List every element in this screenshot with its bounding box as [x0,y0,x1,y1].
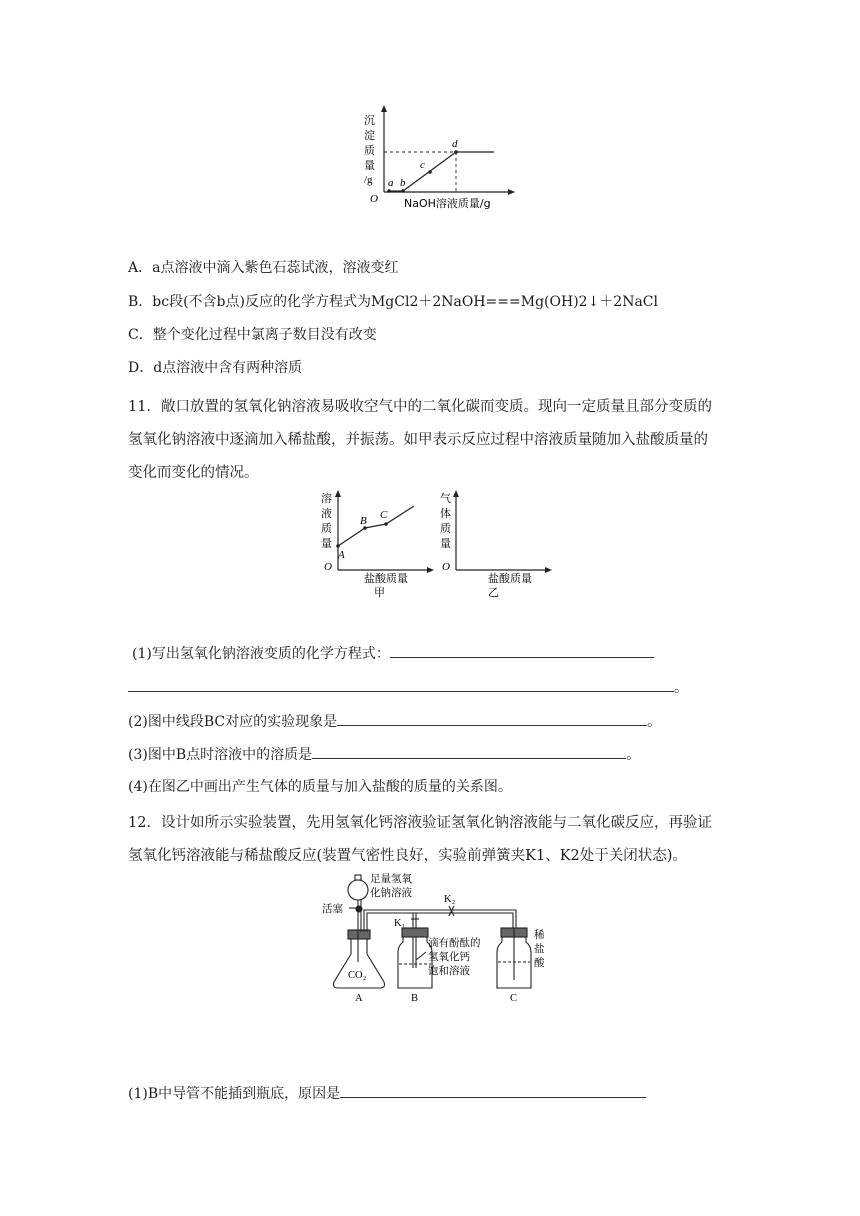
q11-line-2: 氢氧化钠溶液中逐滴加入稀盐酸，并振荡。如甲表示反应过程中溶液质量随加入盐酸质量的 [128,432,708,448]
leader-b [416,952,426,960]
y-label-2: 体 [440,507,451,520]
y-label-3: 质 [364,144,375,157]
y-label-2: 淀 [364,129,375,142]
label-C: C [380,509,388,521]
point-C [384,522,388,526]
q11-line-1: 11．敞口放置的氢氧化钠溶液易吸收空气中的二氧化碳而变质。现向一定质量且部分变质的 [128,399,712,415]
option-b: B．bc段(不含b点)反应的化学方程式为MgCl2＋2NaOH===Mg(OH)2↓＋2NaCl [128,294,658,310]
b-label-2: 氢氧化钙 [428,951,470,963]
funnel-bulb [348,880,368,900]
q11-sub1-text: (1)写出氢氧化钠溶液变质的化学方程式： [132,646,390,662]
answer-blank-1a[interactable] [390,643,654,658]
vessel-b-label: B [411,993,419,1004]
k2-label: K₂ [444,894,456,905]
x-label: 盐酸质量 [488,572,532,585]
c-label-2: 盐 [534,943,545,955]
y-label-4: 量 [364,159,375,172]
x-label: NaOH溶液质量/g [404,197,491,210]
option-a: A．a点溶液中滴入紫色石蕊试液，溶液变红 [128,260,399,276]
origin-label: O [442,561,450,573]
y-axis-arrow [335,490,341,497]
funnel-cap [355,875,361,880]
q11-sub2 [128,711,661,732]
label-A: A [338,549,345,561]
vessel-c-label: C [510,993,518,1004]
tube-a-top-inner [367,913,513,932]
apparatus-diagram [318,872,558,1004]
q11-sub2-text: (2)图中线段BC对应的实验现象是 [128,714,338,730]
answer-blank-3[interactable] [312,744,626,759]
point-a [387,189,391,193]
point-c [428,170,432,174]
figure-yi [436,484,556,600]
caption: 甲 [374,586,385,599]
q12-sub1-text: (1)B中导管不能插到瓶底，原因是 [128,1086,341,1102]
q11-sub3 [128,744,640,765]
figure-jia [318,484,438,600]
y-axis-arrow [381,105,387,112]
label-c: c [420,159,425,171]
label-B: B [360,515,367,527]
bottle-b [398,936,432,988]
answer-blank-q12-1[interactable] [340,1083,646,1098]
y-axis-arrow [453,490,459,497]
q11-sub2-end: 。 [647,714,662,730]
label-d: d [452,138,458,150]
q11-sub3-text: (3)图中B点时溶液中的溶质是 [128,747,313,763]
answer-blank-1b[interactable] [128,677,674,692]
q12-sub1 [128,1083,646,1104]
point-d [454,150,458,154]
y-label-4: 量 [440,537,451,550]
y-label-3: 质 [321,522,332,535]
q11-sub1-cont [128,677,688,698]
b-label-3: 饱和溶液 [428,965,470,977]
precipitate-graph [360,102,520,214]
k1-label: K₁ [394,918,406,929]
funnel-label-1: 足量氢氧 [370,873,412,885]
y-label-1: 气 [440,492,451,505]
x-axis-arrow [427,567,434,573]
x-axis-arrow [545,567,552,573]
point-A [336,544,340,548]
option-d: D．d点溶液中含有两种溶质 [128,360,303,376]
q11-sub4: (4)在图乙中画出产生气体的质量与加入盐酸的质量的关系图。 [128,779,512,795]
q11-sub1-end: 。 [674,680,688,696]
option-c: C．整个变化过程中氯离子数目没有改变 [128,327,377,343]
flask-content-label: CO₂ [348,970,367,981]
point-b [401,189,405,193]
q11-line-3: 变化而变化的情况。 [128,465,259,481]
x-label: 盐酸质量 [364,572,408,585]
caption: 乙 [488,586,499,599]
answer-blank-2[interactable] [337,711,647,726]
b-label-1: 滴有酚酞的 [428,937,481,949]
funnel-label-2: 化钠溶液 [370,887,412,899]
valve [356,906,362,912]
q12-line-2: 氢氧化钙溶液能与稀盐酸反应(装置气密性良好，实验前弹簧夹K1、K2处于关闭状态)。 [128,848,687,864]
valve-label: 活塞 [322,903,343,915]
y-label-1: 溶 [321,492,332,505]
solution-mass-curve [338,506,414,546]
origin-label: O [370,193,378,205]
origin-label: O [324,561,332,573]
q11-sub3-end: 。 [626,747,641,763]
q12-line-1: 12．设计如所示实验装置，先用氢氧化钙溶液验证氢氧化钠溶液能与二氧化碳反应，再验证 [128,815,712,831]
q11-sub1 [132,643,654,664]
vessel-a-label: A [355,993,363,1004]
y-label-1: 沉 [364,114,375,127]
y-label-5: /g [364,174,373,186]
y-label-3: 质 [440,522,451,535]
label-a: a [388,177,394,189]
y-label-2: 液 [321,507,332,520]
label-b: b [400,177,406,189]
c-label-3: 酸 [534,957,545,969]
c-label-1: 稀 [534,929,545,941]
y-label-4: 量 [321,537,332,550]
x-axis-arrow [508,189,515,195]
bottle-b-stopper [402,928,428,937]
